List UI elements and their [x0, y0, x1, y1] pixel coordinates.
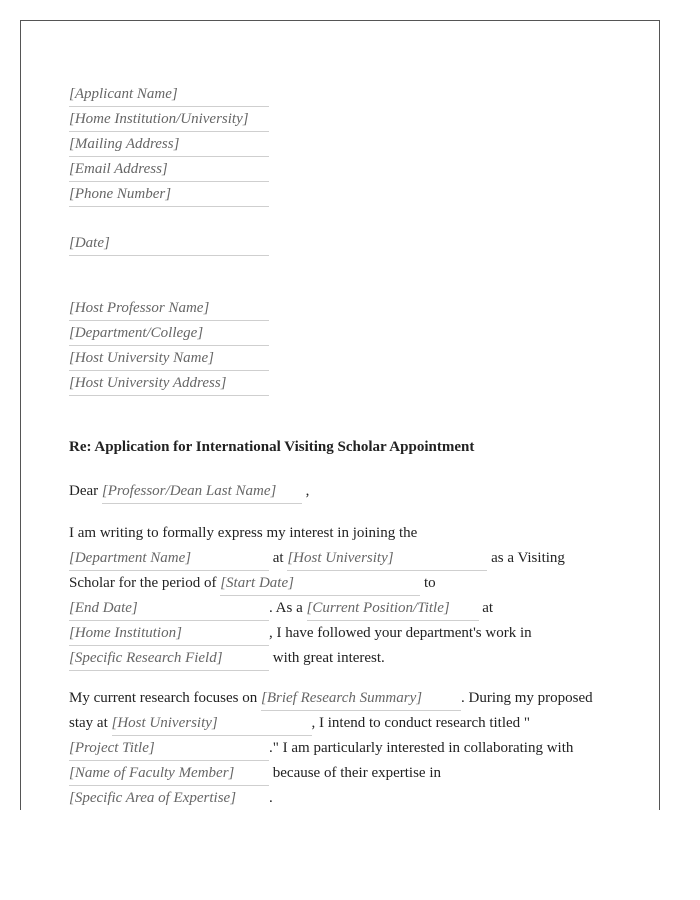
paragraph-2: [69, 686, 614, 810]
email-address-field[interactable]: [Email Address]: [69, 157, 269, 182]
p2-text-4: ." I am particularly interested in collaborating with: [269, 740, 574, 756]
letter-page: [20, 20, 660, 810]
salutation: [69, 479, 629, 504]
p1-text-8: with great interest.: [272, 650, 385, 666]
p2-text-2: . During my proposed stay at: [69, 690, 593, 731]
salutation-prefix: Dear: [69, 483, 99, 499]
p2-text-1: My current research focuses on: [69, 690, 258, 706]
recipient-last-name-field[interactable]: [Professor/Dean Last Name]: [102, 480, 302, 504]
start-date-field[interactable]: [Start Date]: [220, 572, 420, 596]
research-field-field[interactable]: [Specific Research Field]: [69, 647, 269, 671]
p1-text-4: to: [423, 575, 436, 591]
p2-text-3: , I intend to conduct research titled ": [311, 715, 531, 731]
project-title-field[interactable]: [Project Title]: [69, 737, 269, 761]
host-university-inline-field[interactable]: [Host University]: [112, 712, 312, 736]
date-block: [69, 231, 269, 256]
date-field[interactable]: [Date]: [69, 231, 269, 256]
applicant-name-field[interactable]: [Applicant Name]: [69, 82, 269, 107]
current-position-field[interactable]: [Current Position/Title]: [307, 597, 479, 621]
p1-text-2: at: [272, 550, 284, 566]
area-of-expertise-field[interactable]: [Specific Area of Expertise]: [69, 787, 269, 810]
mailing-address-field[interactable]: [Mailing Address]: [69, 132, 269, 157]
department-college-field[interactable]: [Department/College]: [69, 321, 269, 346]
p2-text-6: .: [269, 790, 273, 806]
home-institution-field[interactable]: [Home Institution/University]: [69, 107, 269, 132]
salutation-comma: ,: [305, 483, 310, 499]
research-summary-field[interactable]: [Brief Research Summary]: [261, 687, 461, 711]
phone-number-field[interactable]: [Phone Number]: [69, 182, 269, 207]
recipient-block: [69, 296, 269, 396]
host-university-address-field[interactable]: [Host University Address]: [69, 371, 269, 396]
subject-line: Re: Application for International Visiting Scholar Appointment: [69, 439, 475, 455]
host-professor-name-field[interactable]: [Host Professor Name]: [69, 296, 269, 321]
sender-block: [69, 82, 269, 207]
p1-text-6: at: [482, 600, 494, 616]
end-date-field[interactable]: [End Date]: [69, 597, 269, 621]
department-name-field[interactable]: [Department Name]: [69, 547, 269, 571]
paragraph-1: [69, 521, 589, 671]
home-institution-inline-field[interactable]: [Home Institution]: [69, 622, 269, 646]
p1-text-5: . As a: [269, 600, 303, 616]
p1-text-7: , I have followed your department's work in: [269, 625, 532, 641]
p1-text-1: I am writing to formally express my interest in joining the: [69, 525, 418, 541]
host-university-field[interactable]: [Host University]: [287, 547, 487, 571]
faculty-member-field[interactable]: [Name of Faculty Member]: [69, 762, 269, 786]
p1-text-3: as a Visiting Scholar for the period of: [69, 550, 565, 591]
p2-text-5: because of their expertise in: [272, 765, 442, 781]
host-university-name-field[interactable]: [Host University Name]: [69, 346, 269, 371]
